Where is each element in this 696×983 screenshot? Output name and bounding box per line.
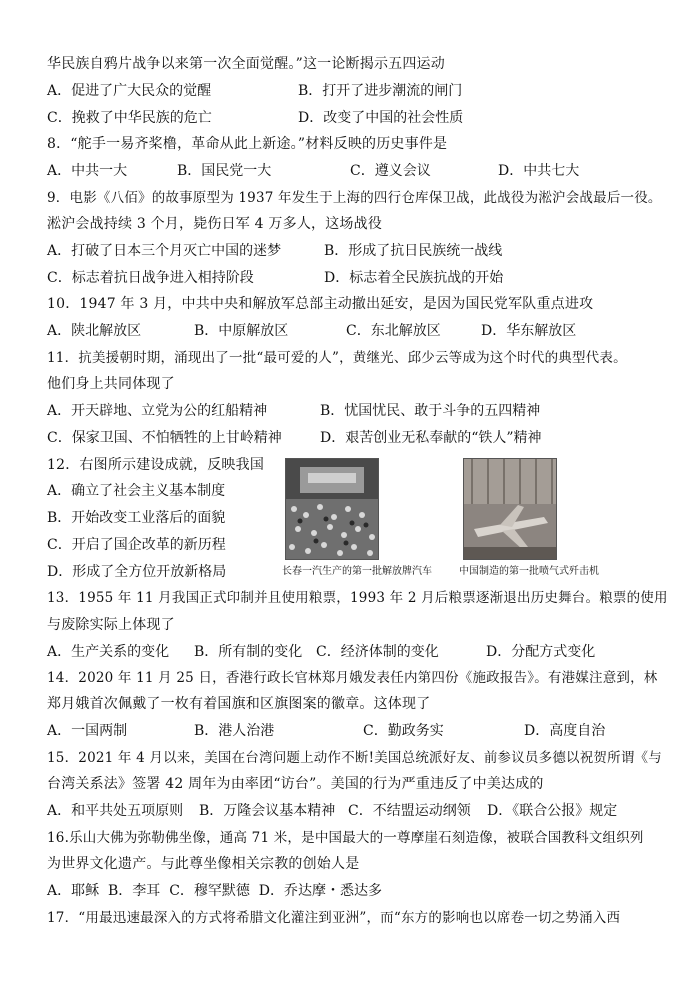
q7-option-d: D．改变了中国的社会性质: [298, 110, 464, 126]
q8-option-b: B．国民党一大: [177, 163, 272, 179]
q8-option-c: C．遵义会议: [350, 163, 431, 179]
truck-photo: [285, 458, 379, 560]
q11-stem-2: 他们身上共同体现了: [47, 376, 175, 392]
q12-option-b: B．开始改变工业落后的面貌: [47, 510, 226, 526]
q8-stem: 8．“舵手一易齐桨橹，革命从此上新途。”材料反映的历史事件是: [47, 136, 448, 152]
q12-option-c: C．开启了国企改革的新历程: [47, 537, 226, 553]
q12-stem: 12．右图所示建设成就，反映我国: [47, 457, 265, 473]
q13-option-b: B．所有制的变化: [194, 644, 303, 660]
q15-stem-1: 15．2021 年 4 月以来，美国在台湾问题上动作不断!美国总统派好友、前参议员多德以祝贺所谓《与: [47, 750, 662, 766]
q13-option-a: A．生产关系的变化: [47, 644, 170, 660]
q7-stem-tail: 华民族自鸦片战争以来第一次全面觉醒。”这一论断揭示五四运动: [47, 56, 445, 72]
q11-option-c: C．保家卫国、不怕牺牲的上甘岭精神: [47, 430, 282, 446]
q9-option-b: B．形成了抗日民族统一战线: [324, 243, 503, 259]
q15-option-b: B．万隆会议基本精神: [199, 803, 336, 819]
q14-stem-1: 14．2020 年 11 月 25 日，香港行政长官林郑月娥发表任内第四份《施政报告》。有港媒注意到，林: [47, 670, 658, 686]
q9-stem-1: 9．电影《八佰》的故事原型为 1937 年发生于上海的四行仓库保卫战，此战役为淞沪会战最后一役。: [47, 190, 662, 206]
crowd-image: [286, 459, 378, 559]
q9-option-a: A．打破了日本三个月灭亡中国的迷梦: [47, 243, 282, 259]
q15-option-c: C．不结盟运动纲领: [348, 803, 471, 819]
q10-stem: 10．1947 年 3 月，中共中央和解放军总部主动撤出延安，是因为国民党军队重点进攻: [47, 296, 594, 312]
q10-option-a: A．陕北解放区: [47, 323, 142, 339]
q8-option-d: D．中共七大: [498, 163, 580, 179]
q10-option-d: D．华东解放区: [481, 323, 577, 339]
q11-stem-1: 11．抗美援朝时期，涌现出了一批“最可爱的人”，黄继光、邱少云等成为这个时代的典型代表。: [47, 350, 627, 366]
q7-option-c: C．挽救了中华民族的危亡: [47, 110, 212, 126]
q14-stem-2: 郑月娥首次佩戴了一枚有着国旗和区旗图案的徽章。这体现了: [47, 696, 431, 712]
q13-option-d: D．分配方式变化: [486, 644, 596, 660]
q16-stem-2: 为世界文化遗产。与此尊坐像相关宗教的创始人是: [47, 856, 360, 872]
q7-option-a: A．促进了广大民众的觉醒: [47, 83, 212, 99]
q10-option-b: B．中原解放区: [194, 323, 289, 339]
q7-option-b: B．打开了进步潮流的闸门: [298, 83, 463, 99]
q9-option-c: C．标志着抗日战争进入相持阶段: [47, 270, 254, 286]
q11-option-d: D．艰苦创业无私奉献的“铁人”精神: [320, 430, 542, 446]
q14-option-a: A．一国两制: [47, 723, 128, 739]
q11-option-b: B．忧国忧民、敢于斗争的五四精神: [320, 403, 541, 419]
q16-options: A．耶稣 B．李耳 C．穆罕默德 D．乔达摩・悉达多: [47, 883, 383, 899]
q14-option-c: C．勤政务实: [363, 723, 444, 739]
q15-option-a: A．和平共处五项原则: [47, 803, 184, 819]
truck-caption: 长春一汽生产的第一批解放牌汽车: [282, 566, 432, 577]
q9-option-d: D．标志着全民族抗战的开始: [324, 270, 504, 286]
q11-option-a: A．开天辟地、立党为公的红船精神: [47, 403, 268, 419]
q16-stem-1: 16.乐山大佛为弥勒佛坐像，通高 71 米，是中国最大的一尊摩崖石刻造像，被联合国教科文组织列: [47, 830, 644, 846]
q15-option-d: D．《联合公报》规定: [487, 803, 618, 819]
q9-stem-2: 淞沪会战持续 3 个月，毙伤日军 4 万多人，这场战役: [47, 216, 383, 232]
factory-image: [464, 459, 556, 559]
q15-stem-2: 台湾关系法》签署 42 周年为由率团“访台”。美国的行为严重违反了中美达成的: [47, 776, 544, 792]
q12-option-a: A．确立了社会主义基本制度: [47, 483, 226, 499]
q17-stem: 17．“用最迅速最深入的方式将希腊文化灌注到亚洲”，而“东方的影响也以席卷一切之势涌入西: [47, 910, 621, 926]
q10-option-c: C．东北解放区: [346, 323, 441, 339]
jet-photo: [463, 458, 557, 560]
jet-caption: 中国制造的第一批喷气式歼击机: [459, 566, 599, 577]
q14-option-d: D．高度自治: [524, 723, 606, 739]
q12-option-d: D．形成了全方位开放新格局: [47, 564, 227, 580]
q14-option-b: B．港人治港: [194, 723, 275, 739]
q13-stem-2: 与废除实际上体现了: [47, 617, 175, 633]
q8-option-a: A．中共一大: [47, 163, 128, 179]
q13-option-c: C．经济体制的变化: [316, 644, 439, 660]
q13-stem-1: 13．1955 年 11 月我国正式印制并且使用粮票，1993 年 2 月后粮票逐渐退出历史舞台。粮票的使用: [47, 590, 668, 606]
